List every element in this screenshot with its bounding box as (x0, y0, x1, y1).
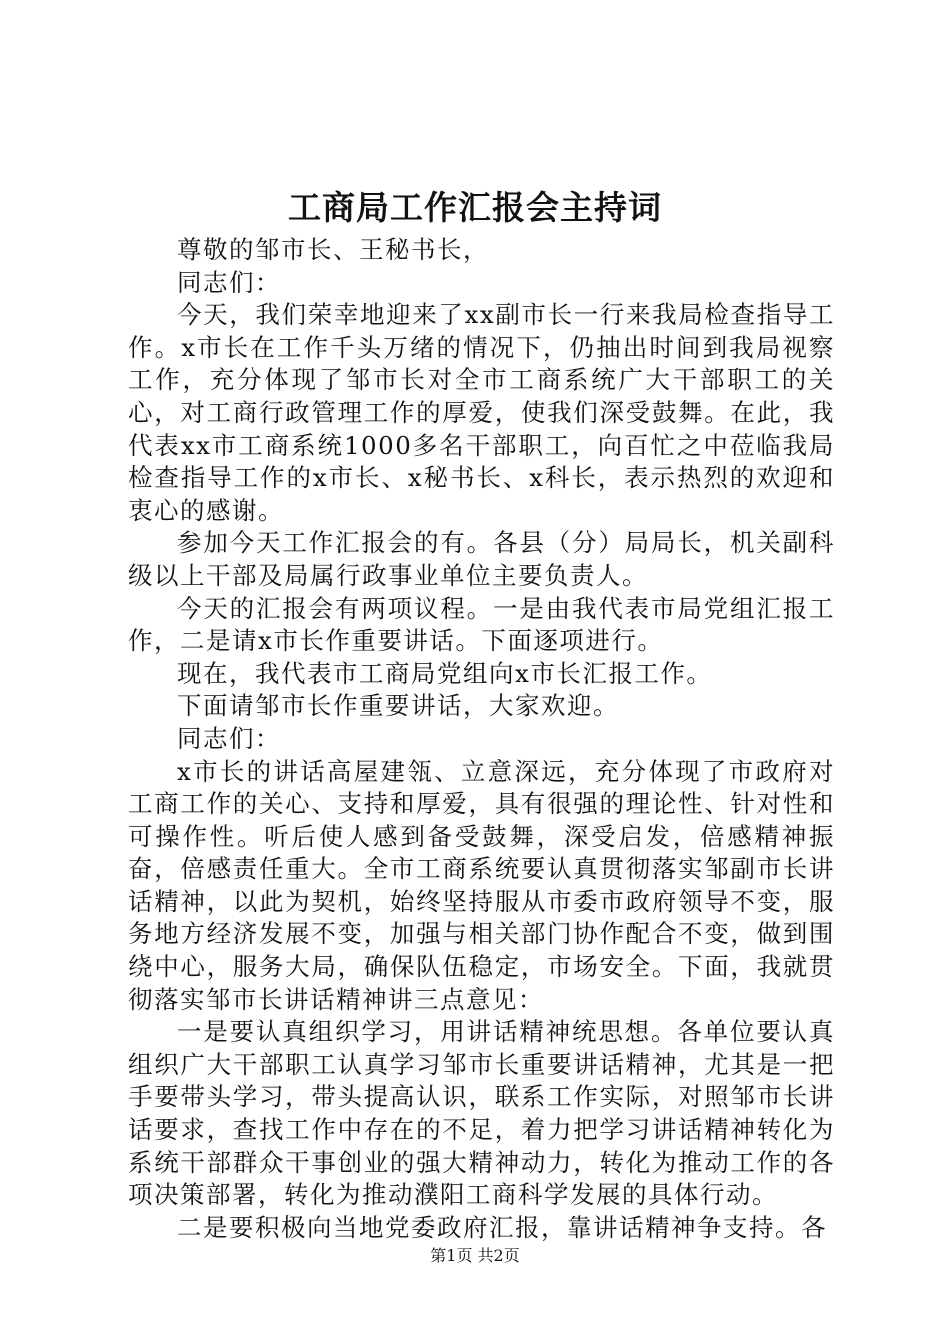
paragraph-summary: x市长的讲话高屋建瓴、立意深远，充分体现了市政府对工商工作的关心、支持和厚爱，具有很强的理论性、针对性和可操作性。听后使人感到备受鼓舞，深受启发，倍感精神振奋，倍感责任重大。全市工商系统要认真贯彻落实邹副市长讲话精神，以此为契机，始终坚持服从市委市政府领导不变，服务地方经济发展不变，加强与相关部门协作配合不变，做到围绕中心，服务大局，确保队伍稳定，市场安全。下面，我就贯彻落实邹市长讲话精神讲三点意见： (128, 756, 835, 1014)
paragraph-point-one: 一是要认真组织学习，用讲话精神统思想。各单位要认真组织广大干部职工认真学习邹市长重要讲话精神，尤其是一把手要带头学习，带头提高认识，联系工作实际，对照邹市长讲话要求，查找工作中存在的不足，着力把学习讲话精神转化为系统干部群众干事创业的强大精神动力，转化为推动工作的各项决策部署，转化为推动濮阳工商科学发展的具体行动。 (128, 1017, 835, 1210)
paragraph-invite-speech: 下面请邹市长作重要讲话，大家欢迎。 (177, 691, 619, 721)
salutation-comrades: 同志们： (177, 267, 281, 297)
paragraph-point-two: 二是要积极向当地党委政府汇报，靠讲话精神争支持。各 (177, 1212, 827, 1242)
document-body (128, 234, 835, 1244)
document-title: 工商局工作汇报会主持词 (288, 188, 662, 227)
paragraph-attendees: 参加今天工作汇报会的有。各县（分）局局长，机关副科级以上干部及局属行政事业单位主要负责人。 (128, 528, 835, 590)
paragraph-welcome: 今天，我们荣幸地迎来了xx副市长一行来我局检查指导工作。x市长在工作千头万绪的情况下，仍抽出时间到我局视察工作，充分体现了邹市长对全市工商系统广大干部职工的关心，对工商行政管理工作的厚爱，使我们深受鼓舞。在此，我代表xx市工商系统1000多名干部职工，向百忙之中莅临我局检查指导工作的x市长、x秘书长、x科长，表示热烈的欢迎和衷心的感谢。 (128, 300, 835, 525)
salutation-leaders: 尊敬的邹市长、王秘书长， (177, 235, 489, 264)
page-footer: 第1页 共2页 (430, 1246, 520, 1265)
salutation-comrades-2: 同志们： (177, 723, 281, 753)
paragraph-agenda: 今天的汇报会有两项议程。一是由我代表市局党组汇报工作，二是请x市长作重要讲话。下面逐项进行。 (128, 593, 835, 656)
paragraph-report: 现在，我代表市工商局党组向x市长汇报工作。 (177, 658, 713, 688)
